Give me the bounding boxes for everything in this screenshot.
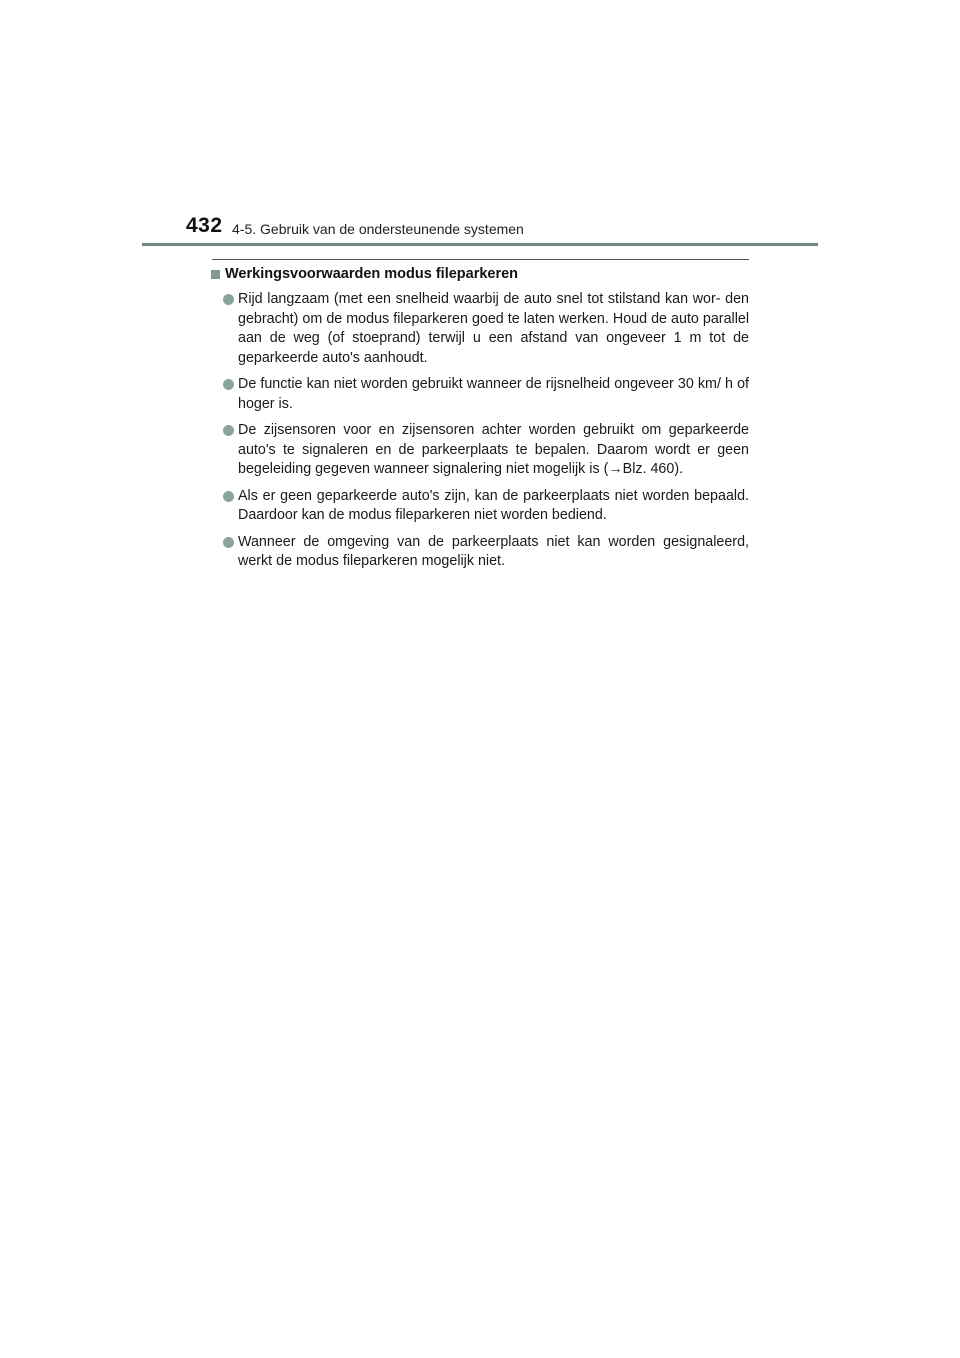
section-title: Werkingsvoorwaarden modus fileparkeren xyxy=(225,266,519,282)
circle-bullet-icon xyxy=(223,491,234,502)
section-heading xyxy=(211,266,518,282)
list-item xyxy=(222,375,749,414)
list-item xyxy=(222,290,749,368)
section-rule xyxy=(212,259,749,260)
list-item xyxy=(222,487,749,526)
list-item-text: De functie kan niet worden gebruikt wanneer de rijsnelheid ongeveer 30 km/ h of hoger is. xyxy=(238,376,749,412)
list-item-text: Als er geen geparkeerde auto's zijn, kan de parkeerplaats niet worden bepaald. Daardoor kan de modus fileparkeren niet worden bediend. xyxy=(238,487,749,523)
header-rule xyxy=(142,243,818,246)
list-item-text: Wanneer de omgeving van de parkeerplaats niet kan worden gesignaleerd, werkt de modus fileparkeren mogelijk niet. xyxy=(238,533,749,569)
circle-bullet-icon xyxy=(223,379,234,390)
circle-bullet-icon xyxy=(223,537,234,548)
page-number: 432 xyxy=(186,214,223,237)
circle-bullet-icon xyxy=(223,425,234,436)
chapter-title: 4-5. Gebruik van de ondersteunende systemen xyxy=(232,221,524,237)
list-item xyxy=(222,533,749,572)
circle-bullet-icon xyxy=(223,294,234,305)
condition-list xyxy=(222,290,749,579)
list-item xyxy=(222,421,749,480)
square-bullet-icon xyxy=(211,270,220,279)
list-item-text: De zijsensoren voor en zijsensoren achter worden gebruikt om geparkeerde auto's te signaleren en de parkeerplaats te bepalen. Daarom wordt er geen begeleiding gegeven wanneer signalering niet mogelijk is (→Blz. 460). xyxy=(238,422,749,477)
list-item-text: Rijd langzaam (met een snelheid waarbij de auto snel tot stilstand kan wor- den gebracht) om de modus fileparkeren goed te laten werken. Houd de auto parallel aan de weg (of stoeprand) terwijl u een afstand van ongeveer 1 m tot de geparkeerde auto's aanhoudt. xyxy=(238,291,749,366)
